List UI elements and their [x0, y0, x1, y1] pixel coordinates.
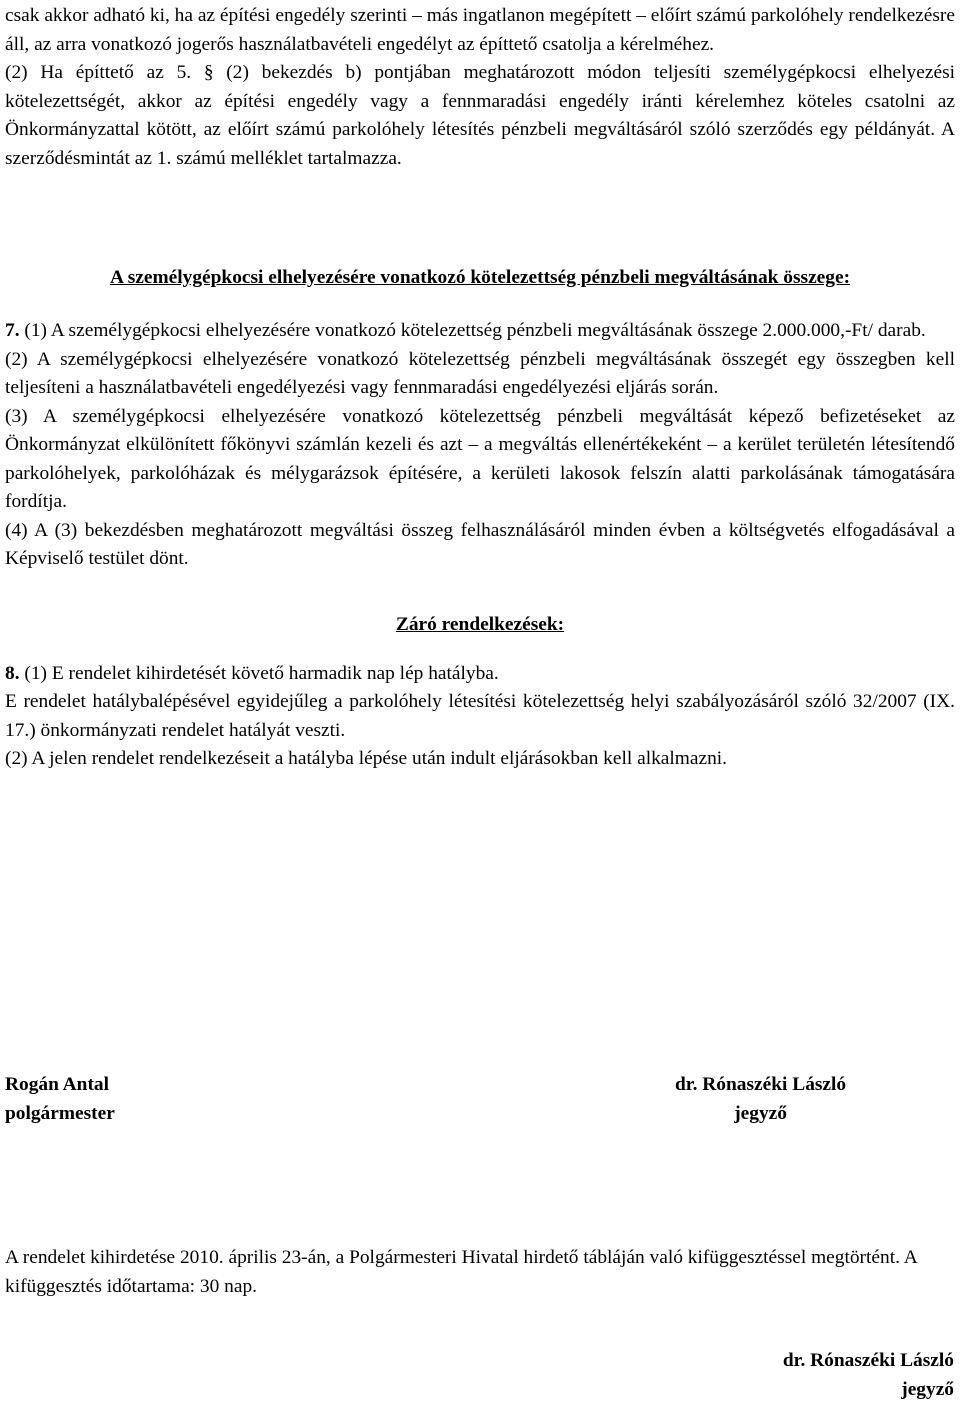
- notary-signature-block: [675, 1070, 846, 1128]
- notary-name: dr. Rónaszéki László: [675, 1074, 847, 1095]
- final-signature-block: [783, 1346, 954, 1404]
- mayor-title: polgármester: [5, 1103, 115, 1124]
- final-provisions-heading: Záró rendelkezések:: [395, 613, 565, 635]
- intro-paragraph-1: csak akkor adható ki, ha az építési engedély szerinti – más ingatlanon megépített – előírt számú parkolóhely rendelkezésre áll, az arra vonatkozó jogerős használatbavételi engedélyt az építtető csatolja a kérelméhez.: [5, 5, 955, 55]
- final-signature-name: dr. Rónaszéki László: [782, 1350, 954, 1371]
- section-7-paragraph-1-text: (1) A személygépkocsi elhelyezésére vonatkozó kötelezettség pénzbeli megváltásának összege 2.000.000,-Ft/ darab.: [19, 320, 926, 341]
- notary-title: jegyző: [734, 1103, 787, 1124]
- section-7-paragraph-3: (3) A személygépkocsi elhelyezésére vonatkozó kötelezettség pénzbeli megváltását képező befizetéseket az Önkormányzat elkülönített főkönyvi számlán kezeli és azt – a megváltás ellenértékeként – a kerület területén létesítendő parkolóhelyek, parkolóházak és mélygarázsok építésére, a kerületi lakosok felszín alatti parkolásának támogatására fordítja.: [5, 405, 955, 512]
- intro-paragraph-2: (2) Ha építtető az 5. § (2) bekezdés b) pontjában meghatározott módon teljesíti személygépkocsi elhelyezési kötelezettségét, akkor az építési engedély vagy a fennmaradási engedély iránti kérelemhez köteles csatolni az Önkormányzattal kötött, az előírt számú parkolóhely létesítés pénzbeli megváltásáról szóló szerződés egy példányát. A szerződésmintát az 1. számú melléklet tartalmazza.: [5, 62, 955, 169]
- amount-section-heading: A személygépkocsi elhelyezésére vonatkozó kötelezettség pénzbeli megváltásának összege:: [109, 267, 851, 288]
- section-8-paragraph-2: E rendelet hatálybalépésével egyidejűleg a parkolóhely létesítési kötelezettség helyi szabályozásáról szóló 32/2007 (IX. 17.) önkormányzati rendelet hatályát veszti.: [5, 691, 955, 741]
- final-provisions-section: [5, 611, 955, 774]
- final-signature-title: jegyző: [901, 1379, 954, 1400]
- mayor-name: Rogán Antal: [5, 1074, 109, 1095]
- intro-section: [5, 2, 955, 173]
- section-8-paragraph-1: [5, 660, 955, 689]
- amount-section: [5, 264, 955, 574]
- section-7-paragraph-4: (4) A (3) bekezdésben meghatározott megváltási összeg felhasználásáról minden évben a költségvetés elfogadásával a Képviselő testület dönt.: [5, 519, 955, 569]
- mayor-signature-block: [5, 1070, 115, 1128]
- section-8-number: 8.: [5, 662, 20, 684]
- section-7-paragraph-2: (2) A személygépkocsi elhelyezésére vonatkozó kötelezettség pénzbeli megváltásának összegét egy összegben kell teljesíteni a használatbavételi engedélyezési vagy fennmaradási engedélyezési eljárás során.: [5, 348, 955, 398]
- section-8-paragraph-3: (2) A jelen rendelet rendelkezéseit a hatályba lépése után indult eljárásokban kell alkalmazni.: [5, 748, 727, 769]
- section-8-paragraph-1-text: (1) E rendelet kihirdetését követő harmadik nap lép hatályba.: [19, 662, 499, 684]
- announcement-text: A rendelet kihirdetése 2010. április 23-án, a Polgármesteri Hivatal hirdető tábláján való kifüggesztéssel megtörtént. A kifüggesztés időtartama: 30 nap.: [5, 1247, 917, 1297]
- document-page: [5, 2, 955, 774]
- section-7-paragraph-1: [5, 317, 955, 346]
- section-7-number: 7.: [5, 320, 20, 341]
